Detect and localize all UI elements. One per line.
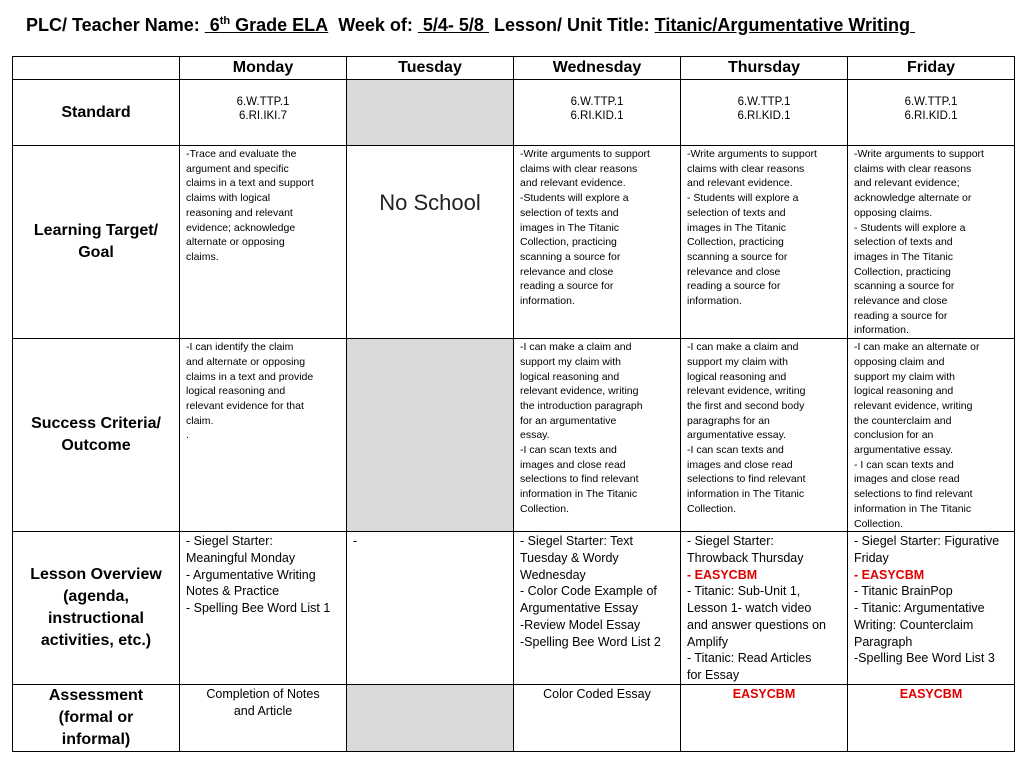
success-criteria-row [13, 339, 1015, 532]
easycbm-badge: - EASYCBM [687, 567, 758, 582]
learning-target-monday: -Trace and evaluate the argument and specific claims in a text and support claims with logical reasoning and relevant evidence; acknowledge alternate or opposing claims. [180, 146, 347, 339]
standard-thursday: 6.W.TTP.1 6.RI.KID.1 [681, 80, 848, 146]
standard-row [13, 80, 1015, 146]
lesson-overview-row [13, 532, 1015, 684]
week-value: 5/4- 5/8 [422, 15, 484, 35]
standard-tuesday [347, 80, 514, 146]
success-criteria-tuesday [347, 339, 514, 532]
easycbm-badge: - EASYCBM [854, 567, 925, 582]
no-school-label: No School [379, 190, 481, 215]
learning-target-friday: -Write arguments to support claims with clear reasons and relevant evidence; acknowledge alternate or opposing claims. - Students will explore a selection of texts and images in The Titanic Collection, practicing scanning a source for relevance and close reading a source for information. [848, 146, 1015, 339]
day-header-row [13, 57, 1015, 80]
assessment-friday: EASYCBM [848, 684, 1015, 751]
grade-value: 6th Grade ELA [209, 15, 329, 35]
overview-thursday: - Siegel Starter: Throwback Thursday - EASYCBM - Titanic: Sub-Unit 1, Lesson 1- watch video and answer questions on Amplify - Titanic: Read Articles for Essay [681, 532, 848, 684]
learning-target-row [13, 146, 1015, 339]
lesson-label: Lesson/ Unit Title: [488, 15, 655, 35]
success-criteria-wednesday: -I can make a claim and support my claim with logical reasoning and relevant evidence, writing the introduction paragraph for an argumentative essay. -I can scan texts and images and close read selections to find relevant information in The Titanic Collection. [514, 339, 681, 532]
learning-target-tuesday [347, 146, 514, 339]
standard-friday: 6.W.TTP.1 6.RI.KID.1 [848, 80, 1015, 146]
row-label-lesson-overview: Lesson Overview (agenda, instructional activities, etc.) [13, 532, 180, 684]
lesson-value: Titanic/Argumentative Writing [654, 15, 911, 35]
overview-friday: - Siegel Starter: Figurative Friday - EASYCBM - Titanic BrainPop - Titanic: Argumentative Writing: Counterclaim Paragraph -Spelling Bee Word List 3 [848, 532, 1015, 684]
success-criteria-thursday: -I can make a claim and support my claim with logical reasoning and relevant evidence, writing the first and second body paragraphs for an argumentative essay. -I can scan texts and images and close read selections to find relevant information in The Titanic Collection. [681, 339, 848, 532]
row-label-standard: Standard [13, 80, 180, 146]
day-monday: Monday [180, 57, 347, 80]
row-label-learning-target: Learning Target/ Goal [13, 146, 180, 339]
overview-monday: - Siegel Starter: Meaningful Monday - Argumentative Writing Notes & Practice - Spelling Bee Word List 1 [180, 532, 347, 684]
assessment-row [13, 684, 1015, 751]
row-label-assessment: Assessment (formal or informal) [13, 684, 180, 751]
overview-tuesday: - [347, 532, 514, 684]
assessment-monday: Completion of Notes and Article [180, 684, 347, 751]
overview-wednesday: - Siegel Starter: Text Tuesday & Wordy Wednesday - Color Code Example of Argumentative Essay -Review Model Essay -Spelling Bee Word List 2 [514, 532, 681, 684]
assessment-wednesday: Color Coded Essay [514, 684, 681, 751]
learning-target-thursday: -Write arguments to support claims with clear reasons and relevant evidence. - Students will explore a selection of texts and images in The Titanic Collection, practicing scanning a source for relevance and close reading a source for information. [681, 146, 848, 339]
success-criteria-monday: -I can identify the claim and alternate or opposing claims in a text and provide logical reasoning and relevant evidence for that claim. . [180, 339, 347, 532]
success-criteria-friday: -I can make an alternate or opposing claim and support my claim with logical reasoning and relevant evidence, writing the counterclaim and conclusion for an argumentative essay. - I can scan texts and images and close read selections to find relevant information in The Titanic Collection. [848, 339, 1015, 532]
plc-label: PLC/ Teacher Name: [26, 15, 205, 35]
assessment-tuesday [347, 684, 514, 751]
day-wednesday: Wednesday [514, 57, 681, 80]
assessment-thursday: EASYCBM [681, 684, 848, 751]
corner-cell [13, 57, 180, 80]
day-tuesday: Tuesday [347, 57, 514, 80]
day-thursday: Thursday [681, 57, 848, 80]
lesson-plan-table [12, 56, 1015, 752]
page-header [26, 10, 1016, 40]
week-label: Week of: [338, 15, 418, 35]
learning-target-wednesday: -Write arguments to support claims with clear reasons and relevant evidence. -Students will explore a selection of texts and images in The Titanic Collection, practicing scanning a source for relevance and close reading a source for information. [514, 146, 681, 339]
day-friday: Friday [848, 57, 1015, 80]
row-label-success-criteria: Success Criteria/ Outcome [13, 339, 180, 532]
standard-monday: 6.W.TTP.1 6.RI.IKI.7 [180, 80, 347, 146]
standard-wednesday: 6.W.TTP.1 6.RI.KID.1 [514, 80, 681, 146]
